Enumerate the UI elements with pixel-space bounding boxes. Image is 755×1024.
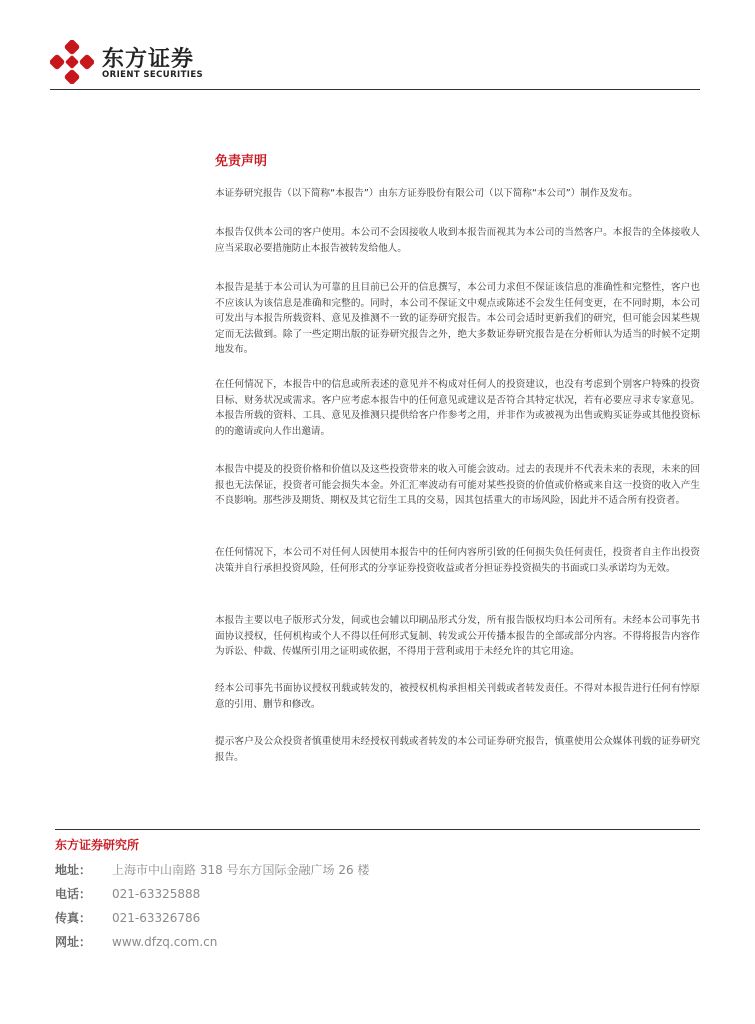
disclaimer-paragraph: 在任何情况下，本报告中的信息或所表述的意见并不构成对任何人的投资建议，也没有考虑到个别客户特殊的投资目标、财务状况或需求。客户应考虑本报告中的任何意见或建议是否符合其特定状况，若有必要应寻求专家意见。本报告所载的资料、工具、意见及推测只提供给客户作参考之用，并非作为或被视为出售或购买证券或其他投资标的的邀请或向人作出邀请。 [215,379,700,437]
orient-securities-logo-icon [50,40,94,84]
header-divider [50,89,700,90]
disclaimer-paragraph: 提示客户及公众投资者慎重使用未经授权刊载或者转发的本公司证券研究报告，慎重使用公众媒体刊载的证券研究报告。 [215,736,700,763]
disclaimer-paragraph: 本报告中提及的投资价格和价值以及这些投资带来的收入可能会波动。过去的表现并不代表未来的表现，未来的回报也无法保证，投资者可能会损失本金。外汇汇率波动有可能对某些投资的价值或价格或来自这一投资的收入产生不良影响。那些涉及期货、期权及其它衍生工具的交易，因其包括重大的市场风险，因此并不适合所有投资者。 [215,464,700,506]
footer-address: 上海市中山南路 318 号东方国际金融广场 26 楼 [112,863,370,877]
logo-chinese-name: 东方证券 [102,47,195,72]
page-header [0,0,755,95]
footer-label: 地址： [55,863,92,877]
logo-english-name: ORIENT SECURITIES [102,70,204,80]
disclaimer-paragraph: 经本公司事先书面协议授权刊载或转发的，被授权机构承担相关刊载或者转发责任。不得对本报告进行任何有悖原意的引用、删节和修改。 [215,683,700,710]
disclaimer-paragraph: 在任何情况下，本公司不对任何人因使用本报告中的任何内容所引致的任何损失负任何责任，投资者自主作出投资决策并自行承担投资风险，任何形式的分享证券投资收益或者分担证券投资损失的书面或口头承诺均为无效。 [215,547,700,574]
footer-label: 网址： [55,935,92,949]
footer-phone: 021-63325888 [112,887,201,901]
disclaimer-title: 免责声明 [215,154,268,169]
disclaimer-paragraph: 本证券研究报告（以下简称“本报告”）由东方证券股份有限公司（以下简称“本公司”）制作及发布。 [215,188,638,199]
footer-divider [55,829,700,830]
footer-fax: 021-63326786 [112,911,201,925]
disclaimer-paragraph: 本报告是基于本公司认为可靠的且目前已公开的信息撰写，本公司力求但不保证该信息的准确性和完整性，客户也不应该认为该信息是准确和完整的。同时，本公司不保证文中观点或陈述不会发生任何变更，在不同时期，本公司可发出与本报告所载资料、意见及推测不一致的证券研究报告。本公司会适时更新我们的研究，但可能会因某些规定而无法做到。除了一些定期出版的证券研究报告之外，绝大多数证券研究报告是在分析师认为适当的时候不定期地发布。 [215,282,700,355]
footer-org-name: 东方证券研究所 [55,838,140,852]
footer-website-link[interactable]: www.dfzq.com.cn [112,935,218,949]
disclaimer-paragraph: 本报告仅供本公司的客户使用。本公司不会因接收人收到本报告而视其为本公司的当然客户。本报告的全体接收人应当采取必要措施防止本报告被转发给他人。 [215,227,700,254]
footer-label: 传真： [55,911,92,925]
disclaimer-paragraph: 本报告主要以电子版形式分发，间或也会辅以印刷品形式分发，所有报告版权均归本公司所有。未经本公司事先书面协议授权，任何机构或个人不得以任何形式复制、转发或公开传播本报告的全部或部分内容。不得将报告内容作为诉讼、仲裁、传媒所引用之证明或依据，不得用于营利或用于未经允许的其它用途。 [215,615,700,657]
footer-label: 电话： [55,887,92,901]
